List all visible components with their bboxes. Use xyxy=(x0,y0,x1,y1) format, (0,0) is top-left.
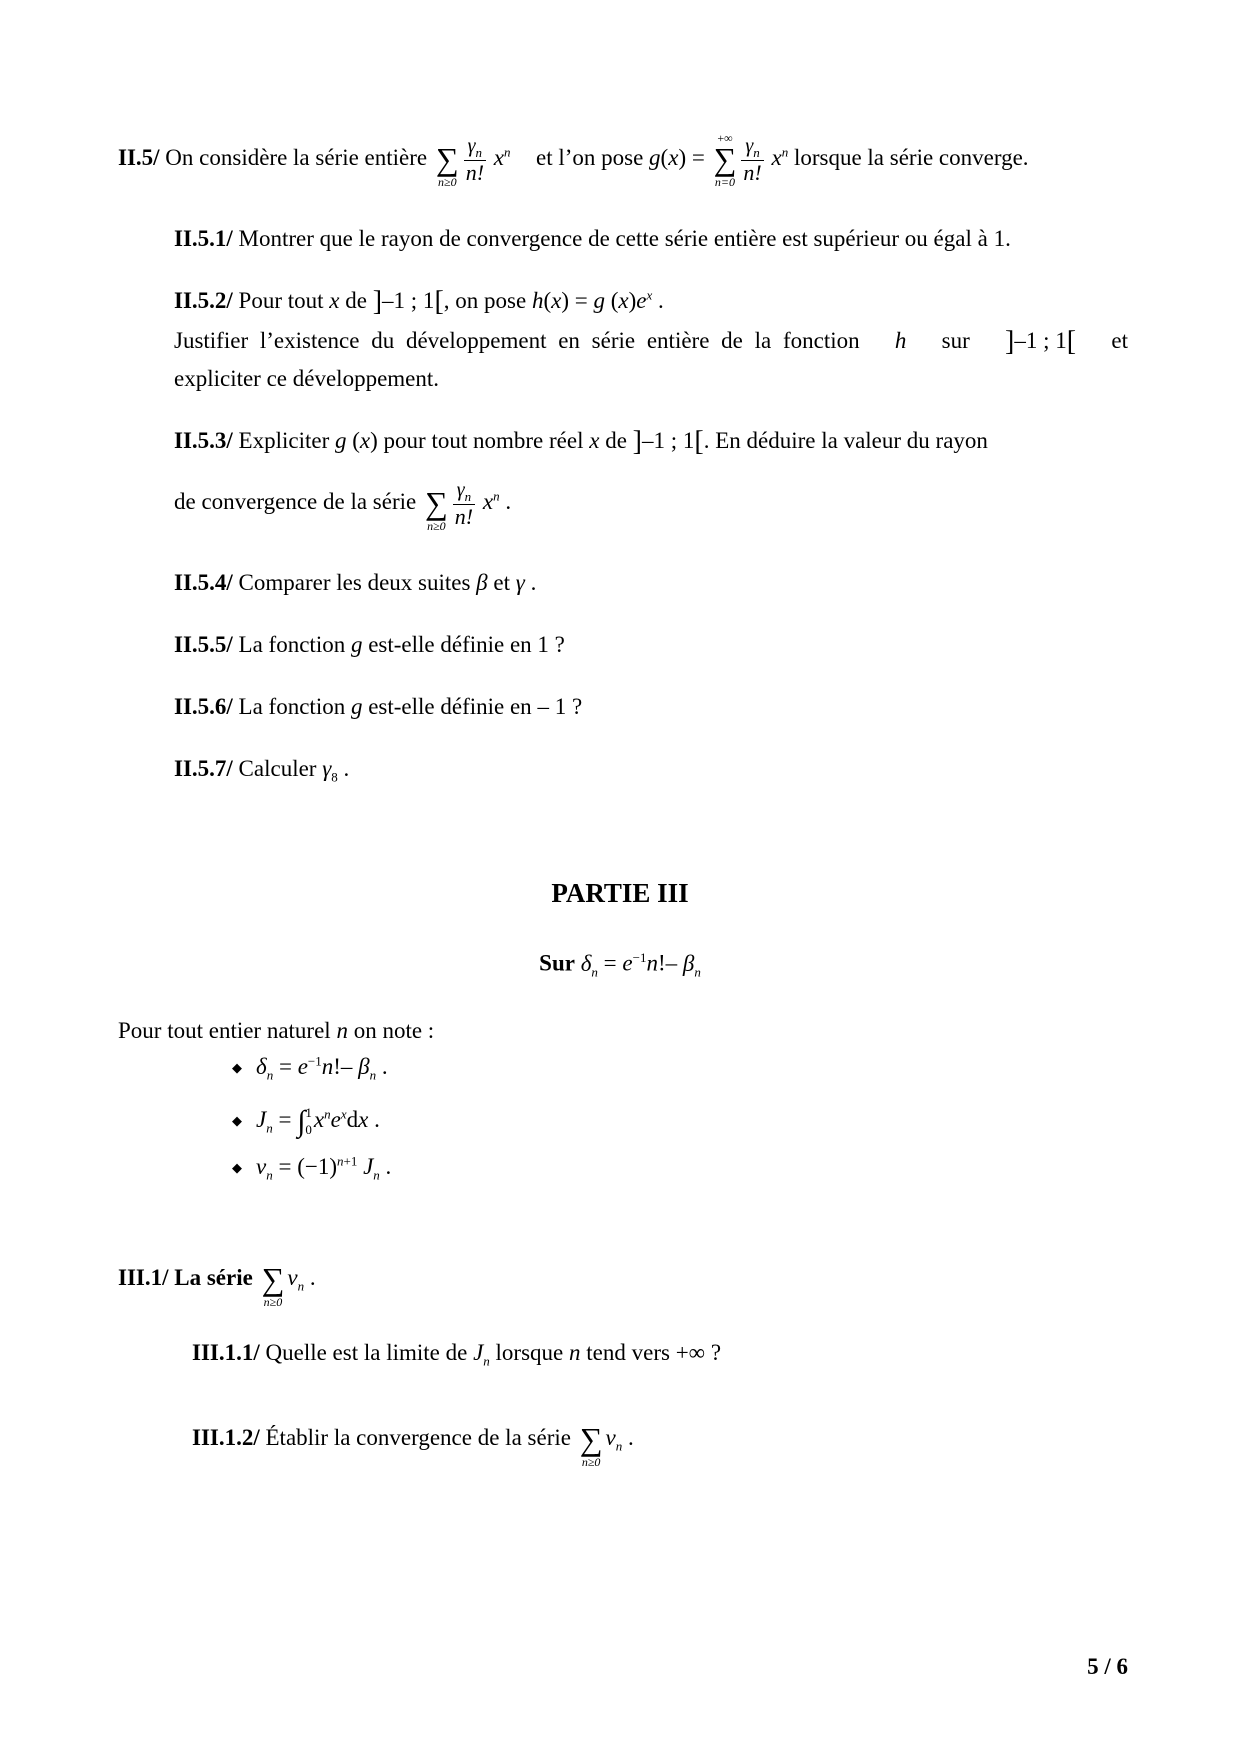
question-text: La fonction xyxy=(238,632,346,657)
question-text: et l’on pose xyxy=(535,145,644,171)
question-text: de xyxy=(345,288,367,313)
question-label: II.5.2/ xyxy=(174,288,233,313)
fraction: $\frac{\gamma_n}{n!}$ xyxy=(454,479,474,529)
question-III12: III.1.2/ Établir la convergence de la série ∑ n≥0 $v_n$ . xyxy=(192,1412,634,1468)
question-text: lorsque la série converge. xyxy=(793,145,1029,171)
question-II52: II.5.2/ Pour tout x de ]–1 ; 1[, on pose h(x) = g $(x)e^x$ . xyxy=(174,286,664,317)
definition-delta: ◆ $\delta_n = e^{-1}n!-$ $\beta_n$ . xyxy=(232,1053,388,1083)
definition-J: ◆ $J_n$ = ∫ 1 0 $x^ne^xdx$ . xyxy=(232,1104,380,1138)
question-text: sur xyxy=(941,328,970,353)
sum-symbol: ∑ n≥0 xyxy=(435,141,459,189)
question-label: II.5.7/ xyxy=(174,756,233,781)
question-label: II.5.3/ xyxy=(174,428,233,453)
intro-text: on note : xyxy=(353,1018,435,1043)
sum-symbol: ∑ n≥0 xyxy=(261,1261,285,1309)
question-II52-line3 xyxy=(174,362,439,395)
question-text: . En déduire la valeur du rayon xyxy=(703,428,988,453)
sum-symbol: ∑ n≥0 xyxy=(579,1421,603,1469)
question-text: Calculer xyxy=(238,756,317,781)
question-III11: III.1.1/ Quelle est la limite de $J_n$ lorsque n tend vers +∞ ? xyxy=(192,1340,722,1369)
bullet-icon: ◆ xyxy=(232,1113,242,1129)
question-text: tend vers xyxy=(586,1340,670,1365)
question-label: II.5/ xyxy=(118,145,160,171)
question-label: II.5.1/ xyxy=(174,226,233,251)
sum-symbol: ∑ n≥0 xyxy=(424,485,448,533)
question-label: II.5.4/ xyxy=(174,570,233,595)
question-label: III.1/ La série xyxy=(118,1265,253,1291)
question-text: – 1 ? xyxy=(537,694,583,719)
subtitle-label: Sur xyxy=(539,950,575,976)
section-subtitle: Sur $\delta_n = e^{-1}n!-$ $\beta_n$ xyxy=(539,950,701,980)
question-text: est-elle définie en 1 ? xyxy=(368,632,565,657)
question-text: de xyxy=(605,428,627,453)
question-text: lorsque xyxy=(495,1340,564,1365)
sum-symbol: +∞ ∑ n=0 xyxy=(713,131,737,189)
question-text: On considère la série entière xyxy=(165,145,428,171)
page-number: 5 / 6 xyxy=(1087,1654,1128,1679)
bullet-icon: ◆ xyxy=(232,1060,242,1076)
question-label: II.5.6/ xyxy=(174,694,233,719)
question-II57: II.5.7/ Calculer $\gamma_8$ . xyxy=(174,756,350,785)
question-text: , on pose xyxy=(443,288,527,313)
question-II55: II.5.5/ La fonction g est-elle définie en 1 ? xyxy=(174,632,565,657)
question-II52-line2: Justifier l’existence du développement en série entière de la fonction h sur ]–1 ; 1[ et xyxy=(174,326,1128,357)
bullet-icon: ◆ xyxy=(232,1160,242,1176)
question-text: La fonction xyxy=(238,694,346,719)
question-II53-line2: de convergence de la série ∑ n≥0 $\frac{\gamma_n}{n!}$ $x^n$ . xyxy=(174,476,511,532)
question-II51 xyxy=(174,222,1011,255)
question-II56: II.5.6/ La fonction g est-elle définie en – 1 ? xyxy=(174,694,583,719)
question-text: ? xyxy=(710,1340,722,1365)
fraction: $\frac{\gamma_n}{n!}$ xyxy=(465,135,485,185)
question-text: pour tout nombre réel xyxy=(383,428,584,453)
question-text: Expliciter xyxy=(238,428,330,453)
question-III1: III.1/ La série ∑ n≥0 $v_n$ . xyxy=(118,1252,316,1308)
question-label: III.1.1/ xyxy=(192,1340,260,1365)
question-text: et xyxy=(493,570,510,595)
intro-text: Pour tout entier naturel xyxy=(118,1018,331,1043)
question-text: Pour tout xyxy=(238,288,324,313)
question-text: Justifier l’existence du développement en série entière de la fonction xyxy=(174,328,860,353)
question-II5: II.5/ On considère la série entière ∑ n≥0 $\frac{\gamma_n}{n!}$ $x^n$ et l’on pose g(x) = +∞ ∑ n=0 $\frac{\gamma_n}{n!}$ $x^n$ lorsque la série converge. xyxy=(118,131,1029,189)
question-text: et xyxy=(1111,328,1128,353)
fraction: $\frac{\gamma_n}{n!}$ xyxy=(743,135,762,185)
question-text: Établir la convergence de la série xyxy=(265,1425,571,1451)
question-text: expliciter ce développement. xyxy=(174,366,440,391)
question-text: de convergence de la série xyxy=(174,489,417,515)
section-title: PARTIE III xyxy=(551,878,689,908)
question-text: Comparer les deux suites xyxy=(238,570,471,595)
definition-v: ◆ $v_n = (-1)^{n+1}$ $J_n$ . xyxy=(232,1153,392,1183)
question-label: II.5.5/ xyxy=(174,632,233,657)
question-II54: II.5.4/ Comparer les deux suites β et γ . xyxy=(174,570,537,595)
question-text: Quelle est la limite de xyxy=(265,1340,468,1365)
question-text: Montrer que le rayon de convergence de cette série entière est supérieur ou égal à 1. xyxy=(238,226,1011,251)
question-label: III.1.2/ xyxy=(192,1425,260,1451)
question-II53: II.5.3/ Expliciter g (x) pour tout nombre réel x de ]–1 ; 1[. En déduire la valeur du rayon xyxy=(174,426,988,457)
question-text: est-elle définie en xyxy=(368,694,532,719)
intro-line: Pour tout entier naturel n on note : xyxy=(118,1018,435,1043)
